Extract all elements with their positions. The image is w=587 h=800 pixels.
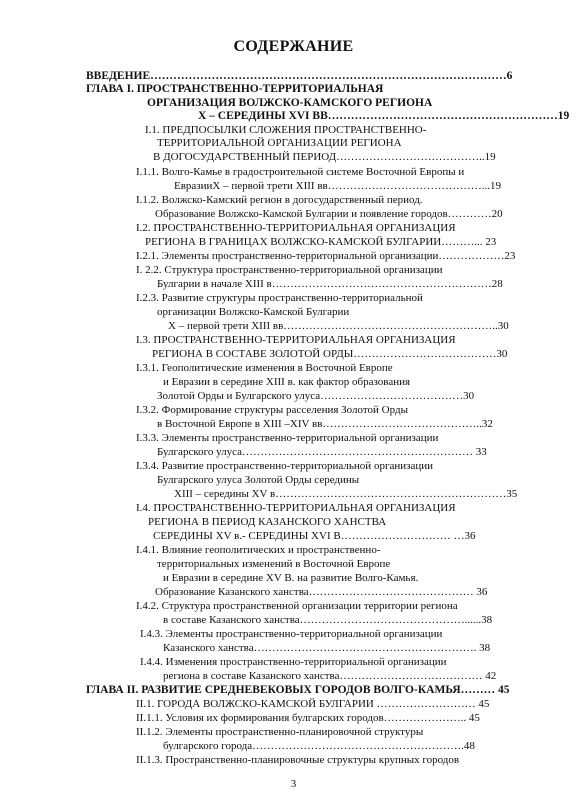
toc-line: I.3. ПРОСТРАНСТВЕННО-ТЕРРИТОРИАЛЬНАЯ ОРГАНИЗАЦИЯ [136, 334, 456, 346]
toc-line: территориальных изменений в Восточной Европе [157, 558, 391, 570]
toc-line: организации Волжско-Камской Булгарии [157, 306, 350, 318]
toc-line: булгарского города………………………………………………….48 [163, 740, 475, 752]
toc-line: РЕГИОНА В ГРАНИЦАХ ВОЛЖСКО-КАМСКОЙ БУЛГАРИИ………... 23 [145, 236, 497, 248]
toc-line: В ДОГОСУДАРСТВЕННЫЙ ПЕРИОД…………………………………..19 [153, 151, 496, 163]
toc-line: РЕГИОНА В СОСТАВЕ ЗОЛОТОЙ ОРДЫ…………………………………30 [152, 348, 508, 360]
toc-line: ВВЕДЕНИЕ…………………………………………………………………………………6 [86, 70, 513, 82]
toc-line: I.2. ПРОСТРАНСТВЕННО-ТЕРРИТОРИАЛЬНАЯ ОРГАНИЗАЦИЯ [136, 222, 456, 234]
toc-line: ЕвразииX – первой трети XIII вв……………………………………...19 [174, 180, 501, 192]
page-title: СОДЕРЖАНИЕ [233, 38, 354, 55]
toc-line: I.4.4. Изменения пространственно-территориальной организации [140, 656, 447, 668]
toc-line: региона в составе Казанского ханства………………………………… 42 [163, 670, 497, 682]
toc-line: ГЛАВА II. РАЗВИТИЕ СРЕДНЕВЕКОВЫХ ГОРОДОВ ВОЛГО-КАМЬЯ……… 45 [86, 684, 510, 696]
toc-line: X – первой трети XIII вв…………………………………………………..30 [168, 320, 509, 332]
toc-line: I.4. ПРОСТРАНСТВЕННО-ТЕРРИТОРИАЛЬНАЯ ОРГАНИЗАЦИЯ [136, 502, 456, 514]
toc-line: I.3.4. Развитие пространственно-территориальной организации [136, 460, 433, 472]
toc-line: Золотой Орды и Булгарского улуса…………………………………30 [157, 390, 475, 402]
toc-line: ОРГАНИЗАЦИЯ ВОЛЖСКО-КАМСКОГО РЕГИОНА [147, 97, 433, 109]
toc-line: I.4.2. Структура пространственной организации территории региона [136, 600, 458, 612]
toc-line: I.3.3. Элементы пространственно-территориальной организации [136, 432, 439, 444]
toc-line: II.1.3. Пространственно-планировочные структуры крупных городов [136, 754, 460, 766]
toc-line: I.1.2. Волжско-Камский регион в догосударственный период. [136, 194, 423, 206]
toc-line: II.1.1. Условия их формирования булгарских городов………………….. 45 [136, 712, 480, 724]
toc-line: I.1. ПРЕДПОСЫЛКИ СЛОЖЕНИЯ ПРОСТРАНСТВЕННО- [145, 124, 427, 136]
toc-line: в Восточной Европе в XIII –XIV вв……………………………………..32 [157, 418, 493, 430]
toc-line: I.3.2. Формирование структуры расселения Золотой Орды [136, 404, 408, 416]
toc-line: I.4.3. Элементы пространственно-территориальной организации [140, 628, 443, 640]
toc-line: Казанского ханства……………………………………………………. 38 [163, 642, 491, 654]
toc-line: СЕРЕДИНЫ XV в.- СЕРЕДИНЫ XVI В………………………… …36 [153, 530, 476, 542]
toc-line: Булгарского улуса……………………………………………………… 33 [157, 446, 487, 458]
toc-line: в составе Казанского ханства………………………………………......38 [163, 614, 493, 626]
toc-line: и Евразии в середине XV В. на развитие Волго-Камья. [163, 572, 419, 584]
toc-line: Булгарии в начале XIII в……………………………………………………28 [157, 278, 503, 290]
toc-line: Булгарского улуса Золотой Орды середины [157, 474, 360, 486]
toc-line: XIII – середины XV в………………………………………………………35 [174, 488, 518, 500]
toc-line: I.2.3. Развитие структуры пространственно-территориальной [136, 292, 423, 304]
toc-line: Образование Казанского ханства……………………………………… 36 [155, 586, 488, 598]
page-number: 3 [290, 778, 297, 790]
toc-line: I.2.1. Элементы пространственно-территориальной организации………………23 [136, 250, 516, 262]
toc-line: I.4.1. Влияние геополитических и пространственно- [136, 544, 381, 556]
toc-line: I.3.1. Геополитические изменения в Восточной Европе [136, 362, 393, 374]
toc-line: и Евразии в середине XIII в. как фактор образования [163, 376, 411, 388]
toc-line: ТЕРРИТОРИАЛЬНОЙ ОРГАНИЗАЦИИ РЕГИОНА [157, 137, 402, 149]
toc-line: X – СЕРЕДИНЫ XVI ВВ……………………………………………………19 [198, 110, 570, 122]
toc-line: II.1.2. Элементы пространственно-планировочной структуры [136, 726, 424, 738]
toc-line: РЕГИОНА В ПЕРИОД КАЗАНСКОГО ХАНСТВА [148, 516, 387, 528]
toc-line: II.1. ГОРОДА ВОЛЖСКО-КАМСКОЙ БУЛГАРИИ ……………………… 45 [136, 698, 490, 710]
toc-line: ГЛАВА I. ПРОСТРАНСТВЕННО-ТЕРРИТОРИАЛЬНАЯ [86, 83, 384, 95]
toc-line: I.1.1. Волго-Камье в градостроительной системе Восточной Европы и [136, 166, 465, 178]
toc-line: I. 2.2. Структура пространственно-территориальной организации [136, 264, 443, 276]
toc-line: Образование Волжско-Камской Булгарии и появление городов…………20 [155, 208, 503, 220]
